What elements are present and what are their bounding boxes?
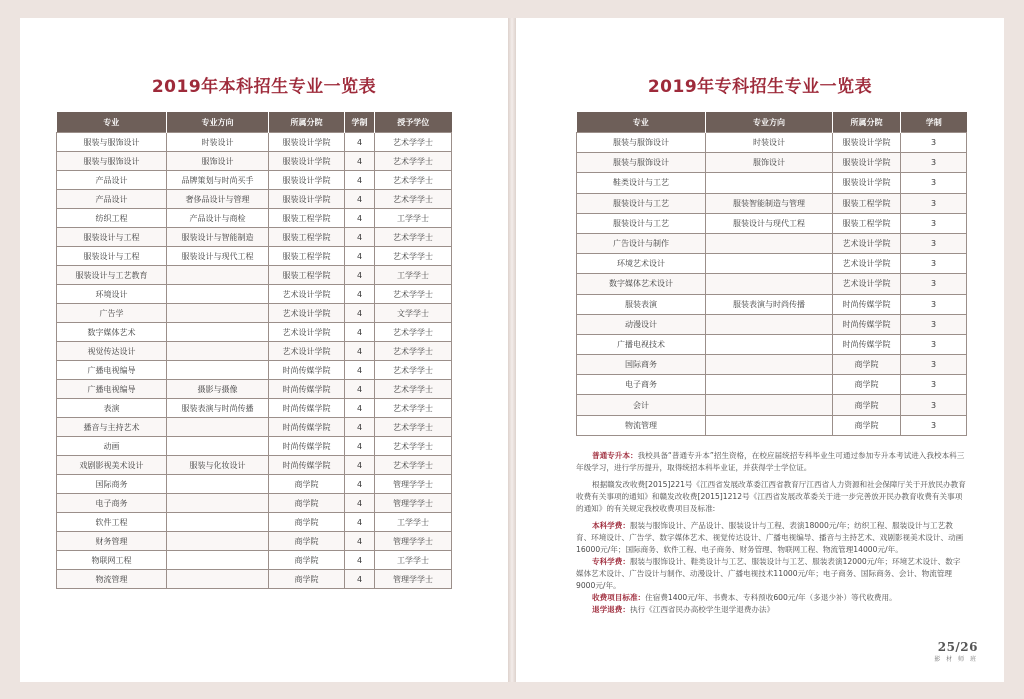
- table-cell: [167, 266, 269, 285]
- table-cell: [167, 323, 269, 342]
- table-cell: 商学院: [269, 475, 345, 494]
- table-cell: 服装与化妆设计: [167, 456, 269, 475]
- table-cell: 艺术设计学院: [269, 285, 345, 304]
- table-cell: 服装设计学院: [833, 133, 901, 153]
- table-cell: 艺术学学士: [375, 418, 452, 437]
- table-row: [57, 456, 452, 475]
- table-cell: 鞋类设计与工艺: [577, 173, 706, 193]
- table-row: [577, 355, 967, 375]
- left-page: [20, 18, 508, 682]
- table-cell: 艺术学学士: [375, 190, 452, 209]
- table-cell: [167, 513, 269, 532]
- table-cell: 3: [901, 133, 967, 153]
- table-cell: 服装工程学院: [269, 228, 345, 247]
- table-cell: 产品设计: [57, 171, 167, 190]
- table-cell: 服装设计与工艺教育: [57, 266, 167, 285]
- table-cell: 工学学士: [375, 513, 452, 532]
- table-cell: 服装与服饰设计: [57, 152, 167, 171]
- table-row: [57, 190, 452, 209]
- table-row: [57, 513, 452, 532]
- table-cell: 4: [345, 361, 375, 380]
- table-header-row: [577, 112, 967, 133]
- table-cell: 3: [901, 274, 967, 294]
- table-cell: 艺术学学士: [375, 228, 452, 247]
- table-cell: 艺术学学士: [375, 437, 452, 456]
- table-row: [57, 285, 452, 304]
- page-number: 25/26: [937, 640, 978, 654]
- table-row: [577, 153, 967, 173]
- table-cell: 服装与服饰设计: [577, 133, 706, 153]
- table-cell: 管理学学士: [375, 494, 452, 513]
- table-row: [577, 254, 967, 274]
- table-row: [57, 342, 452, 361]
- book-gutter: [508, 18, 516, 682]
- right-page: [516, 18, 1004, 682]
- table-cell: 服装智能制造与管理: [706, 193, 833, 213]
- table-cell: 表演: [57, 399, 167, 418]
- table-cell: 数字媒体艺术设计: [577, 274, 706, 294]
- table-cell: 服装设计与工程: [57, 247, 167, 266]
- table-row: [577, 193, 967, 213]
- table-cell: 服装设计学院: [833, 153, 901, 173]
- table-cell: 财务管理: [57, 532, 167, 551]
- note-upgrade: [576, 450, 968, 474]
- table-cell: [167, 304, 269, 323]
- table-cell: 艺术学学士: [375, 133, 452, 152]
- table-cell: 3: [901, 415, 967, 435]
- table-cell: 3: [901, 173, 967, 193]
- table-cell: 服装与服饰设计: [57, 133, 167, 152]
- note-text: 服装与服饰设计、产品设计、服装设计与工程、表演18000元/年；纺织工程、服装设计与工艺教育、环境设计、广告学、数字媒体艺术、视觉传达设计、广播电视编导、播音与主持艺术、戏剧影视美术设计、动画16000元/年；国际商务、软件工程、电子商务、财务管理、物联网工程、物流管理14000元/年。: [576, 521, 964, 554]
- table-cell: 环境设计: [57, 285, 167, 304]
- table-cell: 数字媒体艺术: [57, 323, 167, 342]
- table-cell: 摄影与摄像: [167, 380, 269, 399]
- note-label: 专科学费：: [592, 557, 630, 566]
- table-cell: 服装设计与工艺: [577, 193, 706, 213]
- table-cell: 4: [345, 399, 375, 418]
- table-cell: 艺术学学士: [375, 399, 452, 418]
- table-cell: [706, 274, 833, 294]
- table-cell: 商学院: [269, 494, 345, 513]
- table-row: [57, 494, 452, 513]
- table-cell: 商学院: [833, 355, 901, 375]
- table-cell: 艺术设计学院: [833, 274, 901, 294]
- table-row: [57, 209, 452, 228]
- table-cell: 电子商务: [577, 375, 706, 395]
- table-cell: 3: [901, 395, 967, 415]
- table-row: [577, 213, 967, 233]
- table-cell: [706, 415, 833, 435]
- table-cell: 服装表演: [577, 294, 706, 314]
- note-text: 服装与服饰设计、鞋类设计与工艺、服装设计与工艺、服装表演12000元/年；环境艺术设计、数字媒体艺术设计、广告设计与制作、动漫设计、广播电视技术11000元/年；电子商务、国际商务、会计、物流管理9000元/年。: [576, 557, 961, 590]
- table-cell: 服装设计与现代工程: [706, 213, 833, 233]
- table-cell: 4: [345, 247, 375, 266]
- table-row: [57, 380, 452, 399]
- table-row: [57, 475, 452, 494]
- table-cell: 商学院: [269, 513, 345, 532]
- table-cell: 管理学学士: [375, 570, 452, 589]
- table-cell: 4: [345, 494, 375, 513]
- table-cell: 文学学士: [375, 304, 452, 323]
- table-cell: 服饰设计: [706, 153, 833, 173]
- table-row: [577, 415, 967, 435]
- column-header: 所属分院: [269, 112, 345, 133]
- table-cell: 服装设计学院: [269, 171, 345, 190]
- column-header: 所属分院: [833, 112, 901, 133]
- table-cell: 4: [345, 551, 375, 570]
- table-cell: 3: [901, 213, 967, 233]
- table-cell: 奢侈品设计与管理: [167, 190, 269, 209]
- table-cell: 服装设计学院: [269, 152, 345, 171]
- table-cell: 服装与服饰设计: [577, 153, 706, 173]
- table-cell: [706, 395, 833, 415]
- table-cell: 艺术学学士: [375, 342, 452, 361]
- table-row: [57, 361, 452, 380]
- table-cell: 3: [901, 355, 967, 375]
- college-title: 2019年专科招生专业一览表: [647, 77, 873, 97]
- table-cell: 管理学学士: [375, 475, 452, 494]
- table-cell: 艺术设计学院: [269, 323, 345, 342]
- column-header: 专业方向: [706, 112, 833, 133]
- table-cell: 国际商务: [577, 355, 706, 375]
- table-cell: 管理学学士: [375, 532, 452, 551]
- table-cell: 服装工程学院: [833, 193, 901, 213]
- table-cell: 工学学士: [375, 209, 452, 228]
- table-cell: 动漫设计: [577, 314, 706, 334]
- table-row: [57, 171, 452, 190]
- table-row: [577, 395, 967, 415]
- table-cell: 服装设计学院: [269, 133, 345, 152]
- table-cell: 艺术学学士: [375, 247, 452, 266]
- table-cell: 时尚传媒学院: [833, 314, 901, 334]
- table-cell: 产品设计: [57, 190, 167, 209]
- table-cell: 3: [901, 314, 967, 334]
- column-header: 专业: [57, 112, 167, 133]
- table-cell: 艺术设计学院: [269, 304, 345, 323]
- table-cell: 3: [901, 334, 967, 354]
- table-cell: 时尚传媒学院: [269, 399, 345, 418]
- table-header-row: [57, 112, 452, 133]
- table-cell: 动画: [57, 437, 167, 456]
- table-cell: [167, 361, 269, 380]
- note-fee-standard: [576, 592, 968, 604]
- table-cell: 商学院: [833, 395, 901, 415]
- table-row: [57, 570, 452, 589]
- table-cell: [167, 418, 269, 437]
- table-cell: 服装设计与工程: [57, 228, 167, 247]
- table-cell: 广播电视编导: [57, 380, 167, 399]
- table-cell: 服装设计与现代工程: [167, 247, 269, 266]
- table-cell: 电子商务: [57, 494, 167, 513]
- table-cell: 服装表演与时尚传播: [706, 294, 833, 314]
- note-text: 执行《江西省民办高校学生退学退费办法》: [629, 605, 775, 614]
- table-cell: 工学学士: [375, 551, 452, 570]
- table-cell: 4: [345, 342, 375, 361]
- table-cell: 服装设计与智能制造: [167, 228, 269, 247]
- table-cell: 艺术学学士: [375, 380, 452, 399]
- table-cell: 3: [901, 233, 967, 253]
- table-cell: 时尚传媒学院: [269, 418, 345, 437]
- table-cell: 会计: [577, 395, 706, 415]
- table-cell: 4: [345, 418, 375, 437]
- table-row: [577, 233, 967, 253]
- note-policy: [576, 479, 968, 515]
- note-label: 本科学费：: [592, 521, 630, 530]
- table-row: [57, 247, 452, 266]
- table-cell: 艺术学学士: [375, 285, 452, 304]
- table-cell: [167, 475, 269, 494]
- table-cell: 商学院: [269, 570, 345, 589]
- table-cell: 4: [345, 133, 375, 152]
- table-row: [57, 323, 452, 342]
- table-cell: 3: [901, 294, 967, 314]
- table-cell: 时尚传媒学院: [269, 361, 345, 380]
- table-row: [57, 266, 452, 285]
- undergrad-title: 2019年本科招生专业一览表: [151, 77, 377, 97]
- table-cell: 物流管理: [57, 570, 167, 589]
- table-row: [577, 133, 967, 153]
- table-cell: [167, 532, 269, 551]
- table-cell: 时尚传媒学院: [269, 380, 345, 399]
- page-number-block: [934, 640, 978, 663]
- table-cell: 4: [345, 304, 375, 323]
- column-header: 学制: [901, 112, 967, 133]
- table-cell: 艺术设计学院: [833, 233, 901, 253]
- table-cell: 时尚传媒学院: [269, 437, 345, 456]
- table-cell: 广告学: [57, 304, 167, 323]
- table-cell: 纺织工程: [57, 209, 167, 228]
- table-cell: 视觉传达设计: [57, 342, 167, 361]
- table-cell: 戏剧影视美术设计: [57, 456, 167, 475]
- table-cell: 时尚传媒学院: [833, 294, 901, 314]
- table-row: [57, 133, 452, 152]
- table-row: [577, 294, 967, 314]
- table-cell: 广播电视编导: [57, 361, 167, 380]
- table-cell: 3: [901, 153, 967, 173]
- table-cell: 4: [345, 190, 375, 209]
- column-header: 学制: [345, 112, 375, 133]
- table-cell: 国际商务: [57, 475, 167, 494]
- table-row: [57, 551, 452, 570]
- table-row: [577, 314, 967, 334]
- table-cell: 服饰设计: [167, 152, 269, 171]
- table-cell: 4: [345, 456, 375, 475]
- table-cell: [706, 375, 833, 395]
- table-cell: [167, 285, 269, 304]
- table-cell: 艺术学学士: [375, 456, 452, 475]
- note-college-fee: [576, 556, 968, 592]
- table-cell: 4: [345, 532, 375, 551]
- table-row: [57, 399, 452, 418]
- table-cell: 4: [345, 171, 375, 190]
- table-cell: 4: [345, 475, 375, 494]
- table-row: [57, 304, 452, 323]
- table-cell: 4: [345, 209, 375, 228]
- table-cell: 广告设计与制作: [577, 233, 706, 253]
- table-cell: 商学院: [833, 375, 901, 395]
- table-cell: 3: [901, 254, 967, 274]
- table-row: [57, 228, 452, 247]
- column-header: 专业: [577, 112, 706, 133]
- table-cell: [167, 494, 269, 513]
- table-cell: 艺术设计学院: [269, 342, 345, 361]
- table-row: [57, 152, 452, 171]
- table-cell: [706, 233, 833, 253]
- table-cell: 服装设计学院: [833, 173, 901, 193]
- fee-notes: [576, 450, 968, 621]
- note-text: 我校具备“普通专升本”招生资格，在校应届统招专科毕业生可通过参加专升本考试进入我校本科三年级学习，进行学历提升，取得统招本科毕业证，并获得学士学位证。: [576, 451, 965, 472]
- table-cell: 4: [345, 266, 375, 285]
- table-cell: [167, 437, 269, 456]
- table-cell: [706, 254, 833, 274]
- table-cell: [706, 355, 833, 375]
- table-cell: 服装工程学院: [269, 209, 345, 228]
- table-cell: 软件工程: [57, 513, 167, 532]
- table-cell: 广播电视技术: [577, 334, 706, 354]
- column-header: 专业方向: [167, 112, 269, 133]
- table-row: [57, 532, 452, 551]
- table-cell: 产品设计与商检: [167, 209, 269, 228]
- undergrad-majors-table: [56, 112, 452, 589]
- note-undergrad-fee: [576, 520, 968, 556]
- table-cell: 服装设计与工艺: [577, 213, 706, 233]
- table-cell: 4: [345, 323, 375, 342]
- note-label: 普通专升本：: [592, 451, 638, 460]
- table-row: [57, 418, 452, 437]
- table-cell: 艺术设计学院: [833, 254, 901, 274]
- table-cell: 3: [901, 375, 967, 395]
- table-row: [57, 437, 452, 456]
- table-cell: 服装设计学院: [269, 190, 345, 209]
- table-cell: 4: [345, 570, 375, 589]
- table-cell: 播音与主持艺术: [57, 418, 167, 437]
- table-row: [577, 173, 967, 193]
- table-cell: 物联网工程: [57, 551, 167, 570]
- page-signature: 影 材 师 班: [934, 656, 978, 663]
- table-cell: 商学院: [269, 551, 345, 570]
- table-row: [577, 334, 967, 354]
- table-cell: [706, 334, 833, 354]
- table-cell: 4: [345, 513, 375, 532]
- table-cell: 3: [901, 193, 967, 213]
- table-cell: 艺术学学士: [375, 152, 452, 171]
- table-cell: 时尚传媒学院: [269, 456, 345, 475]
- note-label: 退学退费：: [592, 605, 630, 614]
- table-cell: [167, 342, 269, 361]
- table-cell: 物流管理: [577, 415, 706, 435]
- table-cell: 环境艺术设计: [577, 254, 706, 274]
- table-cell: [167, 570, 269, 589]
- table-cell: [706, 314, 833, 334]
- table-cell: 品牌策划与时尚买手: [167, 171, 269, 190]
- table-cell: 时装设计: [706, 133, 833, 153]
- note-refund: [576, 604, 968, 616]
- table-cell: [706, 173, 833, 193]
- note-text: 根据赣发改收费[2015]221号《江西省发展改革委江西省教育厅江西省人力资源和社会保障厅关于开放民办教育收费有关事项的通知》和赣发改收费[2015]1212号《江西省发展改革委关于进一步完善放开民办教育收费有关事项的通知》的有关规定我校收费项目及标准:: [576, 480, 966, 513]
- column-header: 授予学位: [375, 112, 452, 133]
- table-cell: 服装表演与时尚传播: [167, 399, 269, 418]
- note-label: 收费项目标准：: [592, 593, 646, 602]
- table-cell: 时装设计: [167, 133, 269, 152]
- table-cell: 4: [345, 380, 375, 399]
- table-row: [577, 375, 967, 395]
- college-majors-table: [576, 112, 967, 436]
- table-cell: 服装工程学院: [269, 247, 345, 266]
- table-cell: 4: [345, 228, 375, 247]
- table-cell: 工学学士: [375, 266, 452, 285]
- table-cell: 4: [345, 285, 375, 304]
- table-cell: 商学院: [269, 532, 345, 551]
- table-cell: 商学院: [833, 415, 901, 435]
- table-cell: 艺术学学士: [375, 361, 452, 380]
- table-cell: 艺术学学士: [375, 171, 452, 190]
- table-cell: 艺术学学士: [375, 323, 452, 342]
- table-cell: 4: [345, 152, 375, 171]
- table-cell: 时尚传媒学院: [833, 334, 901, 354]
- table-cell: [167, 551, 269, 570]
- table-cell: 服装工程学院: [269, 266, 345, 285]
- table-row: [577, 274, 967, 294]
- note-text: 住宿费1400元/年、书费本、专科预收600元/年（多退少补）等代收费用。: [645, 593, 897, 602]
- table-cell: 4: [345, 437, 375, 456]
- table-cell: 服装工程学院: [833, 213, 901, 233]
